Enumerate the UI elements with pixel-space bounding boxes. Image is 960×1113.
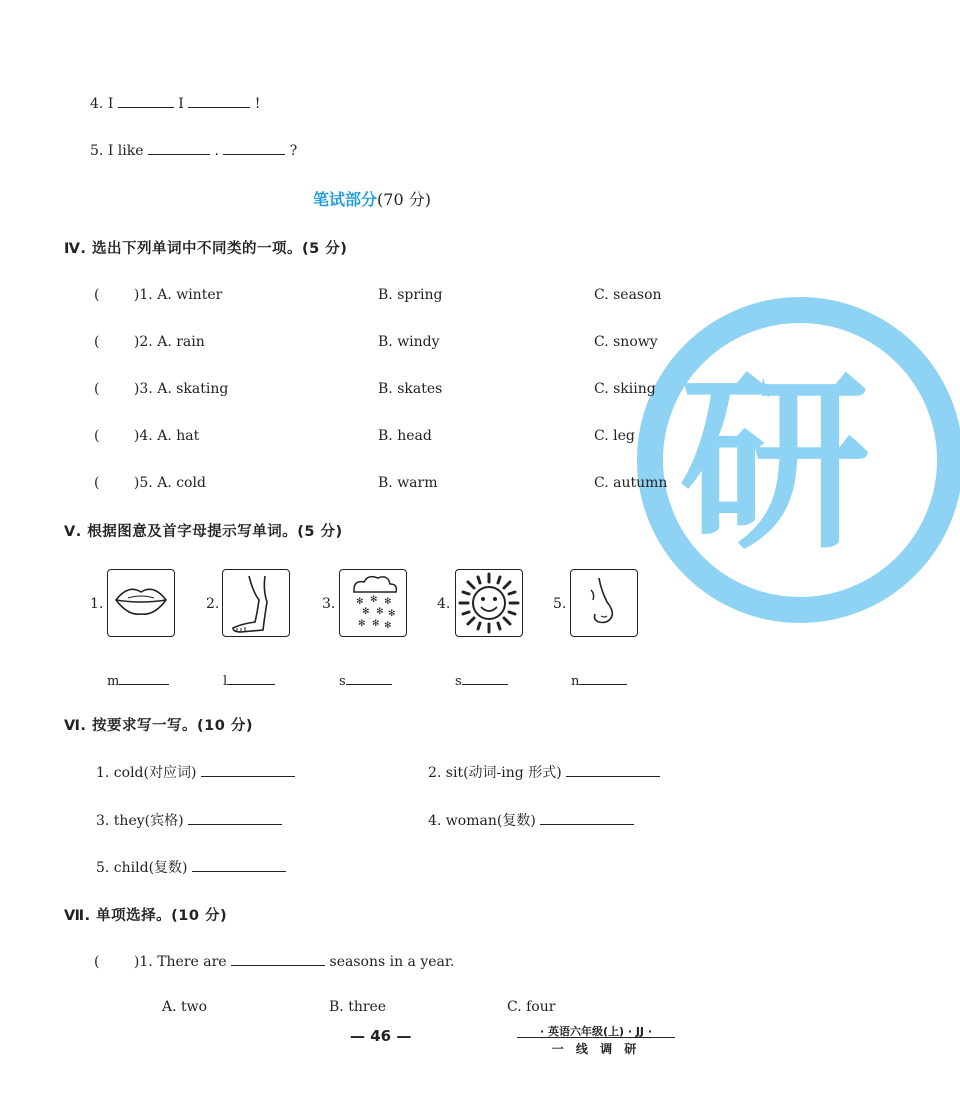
write-item-text: 2. sit(动词-ing 形式) [428,765,562,781]
answer-field[interactable] [223,668,275,689]
answer-paren-close: ) [133,954,140,970]
section-4-heading: Ⅳ. 选出下列单词中不同类的一项。(5 分) [64,241,348,257]
book-series: 一 线 调 研 [551,1042,641,1056]
option-c: C. season [594,287,662,303]
section-points: (70 分) [377,190,431,209]
svg-text:✻: ✻ [384,621,392,631]
written-section-title [313,187,431,210]
question-row [94,286,222,304]
answer-blank[interactable] [201,762,295,777]
write-item-text: 5. child(复数) [96,860,188,876]
answer-field[interactable] [339,668,392,689]
picture-number: 5. [553,596,567,612]
picture-number: 4. [437,596,451,612]
write-item [428,810,634,830]
hint-letter: s [455,674,462,689]
option-a: A. winter [157,287,223,303]
answer-paren-open: ( [94,287,100,303]
answer-paren-close: ) [133,381,140,397]
question-text: There are [157,954,227,970]
page-number: — 46 — [350,1027,412,1045]
answer-blank[interactable] [148,140,210,155]
question-row [94,333,205,351]
write-item-text: 3. they(宾格) [96,813,184,829]
svg-text:✻: ✻ [362,607,370,617]
answer-blank[interactable] [231,951,325,966]
section-title-text: 笔试部分 [313,190,378,209]
option-c: C. four [507,999,556,1015]
section-6-heading: Ⅵ. 按要求写一写。(10 分) [64,718,253,734]
watermark-stamp [640,300,960,620]
picture-number: 3. [322,596,336,612]
answer-paren-open: ( [94,954,100,970]
option-b: B. spring [378,287,443,303]
option-b: B. skates [378,381,443,397]
answer-paren-open: ( [94,334,100,350]
answer-blank[interactable] [223,140,285,155]
answer-blank[interactable] [118,93,174,108]
question-number: 1. [139,287,153,303]
answer-paren-close: ) [133,287,140,303]
hint-letter: n [571,674,580,689]
answer-blank[interactable] [188,93,250,108]
option-a: A. cold [157,475,206,491]
answer-paren-open: ( [94,475,100,491]
section-5-heading: Ⅴ. 根据图意及首字母提示写单词。(5 分) [64,524,343,540]
hint-letter: l [223,674,228,689]
question-number: 3. [139,381,153,397]
answer-field[interactable] [107,668,169,689]
footer-divider [517,1037,675,1038]
question-text: seasons in a year. [329,954,455,970]
question-number: 2. [139,334,153,350]
line-text: I [178,96,184,112]
answer-blank[interactable] [192,857,286,872]
watermark-char: 研 [680,354,871,575]
hint-letter: m [107,674,120,689]
line-text: I [107,96,114,112]
snow-cloud-icon [339,569,407,637]
write-item-text: 1. cold(对应词) [96,765,197,781]
answer-paren-close: ) [133,428,140,444]
line-number: 5. [90,143,104,159]
answer-blank[interactable] [227,668,275,685]
line-text: . [214,143,219,159]
answer-paren-open: ( [94,428,100,444]
picture-number: 2. [206,596,220,612]
answer-blank[interactable] [579,668,627,685]
option-a: A. rain [157,334,205,350]
option-b: B. windy [378,334,440,350]
answer-blank[interactable] [119,668,169,685]
write-item [96,762,295,782]
picture-number: 1. [90,596,104,612]
question-row [94,474,206,492]
sun-icon [455,569,523,637]
svg-text:✻: ✻ [372,619,380,629]
hint-letter: s [339,674,346,689]
answer-blank[interactable] [566,762,660,777]
option-c: C. snowy [594,334,658,350]
section-7-heading: Ⅶ. 单项选择。(10 分) [64,908,228,924]
option-a: A. hat [157,428,200,444]
option-c: C. skiing [594,381,656,397]
answer-field[interactable] [455,668,508,689]
answer-blank[interactable] [188,810,282,825]
svg-text:✻: ✻ [384,597,392,607]
top-line-4 [90,93,260,113]
svg-text:✻: ✻ [388,609,396,619]
question-number: 5. [139,475,153,491]
answer-field[interactable] [571,668,627,689]
leg-icon [222,569,290,637]
question-row [94,380,228,398]
option-a: A. skating [157,381,229,397]
answer-paren-close: ) [133,475,140,491]
line-number: 4. [90,96,104,112]
nose-icon [570,569,638,637]
option-c: C. autumn [594,475,668,491]
write-item [96,810,282,830]
svg-text:✻: ✻ [376,607,384,617]
option-a: A. two [162,999,208,1015]
line-text: ? [289,143,298,159]
write-item [96,857,286,877]
svg-text:✻: ✻ [370,595,378,605]
question-number: 4. [139,428,153,444]
question-number: 1. [139,954,153,970]
line-text: I like [107,143,144,159]
question-row [94,427,199,445]
book-title: · 英语六年级(上) · JJ · [539,1025,653,1038]
answer-blank[interactable] [462,668,508,685]
write-item [428,762,660,782]
top-line-5 [90,140,297,160]
answer-blank[interactable] [346,668,392,685]
write-item-text: 4. woman(复数) [428,813,536,829]
answer-paren-close: ) [133,334,140,350]
line-text: ! [254,96,261,112]
svg-text:✻: ✻ [358,619,366,629]
lips-icon [107,569,175,637]
option-b: B. head [378,428,432,444]
option-c: C. leg [594,428,635,444]
answer-paren-open: ( [94,381,100,397]
option-b: B. warm [378,475,438,491]
answer-blank[interactable] [540,810,634,825]
option-b: B. three [329,999,387,1015]
svg-text:✻: ✻ [356,597,364,607]
question-row [94,951,454,971]
